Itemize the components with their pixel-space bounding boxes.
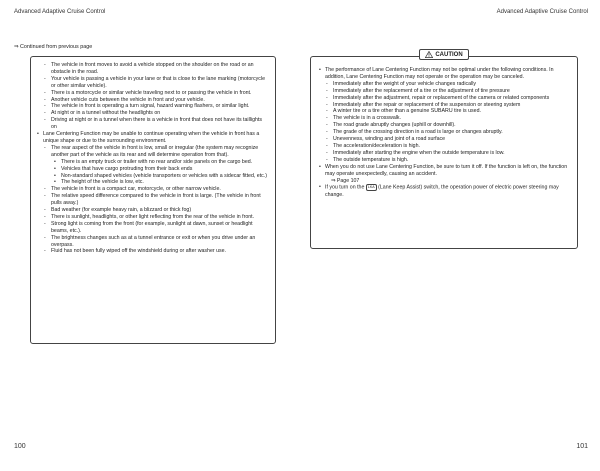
list-item: - The vehicle in front moves to avoid a vehicle stopped on the shoulder on the road or an obstacle in the road. — [43, 62, 268, 76]
conditions-list — [37, 62, 268, 255]
list-item: - The relative speed difference compared to the vehicle in front is large. (The vehicle in front pulls away.) — [43, 193, 268, 207]
caution-title: CAUTION — [435, 51, 463, 58]
sub-list-item: • Vehicles that have cargo protruding from their back ends — [53, 166, 268, 173]
list-item: - The rear aspect of the vehicle in front is low, small or irregular (the system may recognize another part of the vehicle as its rear and will determine operation from that). — [43, 145, 268, 159]
page-number-right: 101 — [576, 443, 588, 450]
running-header-left: Advanced Adaptive Cruise Control — [14, 9, 106, 15]
list-item: - Another vehicle cuts between the vehicle in front and your vehicle. — [43, 97, 268, 104]
continued-note: ⇒ Continued from previous page — [14, 44, 93, 50]
list-item: - There is sunlight, headlights, or other light reflecting from the rear of the vehicle in front. — [43, 214, 268, 221]
list-item: - The vehicle in front is operating a turn signal, hazard warning flashers, or similar light. — [43, 103, 268, 110]
sub-list-item: • There is an empty truck or trailer with no rear and/or side panels on the cargo bed. — [53, 159, 268, 166]
list-item: - Immediately after the weight of your vehicle changes radically — [325, 81, 570, 88]
list-item: - There is a motorcycle or similar vehicle traveling next to or passing the vehicle in front. — [43, 90, 268, 97]
list-item: • The performance of Lane Centering Function may not be optimal under the following conditions. In addition, Lane Centering Function may not operate or the operation may be canceled. — [319, 67, 570, 81]
list-item: - Immediately after starting the engine when the outside temperature is low. — [325, 150, 570, 157]
list-item: - Strong light is coming from the front (for example, sunlight at dawn, sunset or headlight beams, etc.). — [43, 221, 268, 235]
right-page — [300, 0, 600, 471]
list-item: - At night or in a tunnel without the headlights on — [43, 110, 268, 117]
list-item: - The road grade abruptly changes (uphill or downhill). — [325, 122, 570, 129]
caution-label — [419, 49, 469, 60]
warning-triangle-icon — [425, 51, 433, 58]
list-item: - Driving at night or in a tunnel when there is a vehicle in front that does not have its taillights on — [43, 117, 268, 131]
list-item: - Unevenness, winding and joint of a road surface — [325, 136, 570, 143]
list-item: - Fluid has not been fully wiped off the windshield during or after washer use. — [43, 248, 268, 255]
conditions-box — [30, 56, 276, 344]
lka-text-after: (Lane Keep Assist) switch, the operation power of electric power steering may change. — [325, 184, 559, 198]
lka-text-before: If you turn on the — [325, 184, 365, 191]
list-item — [319, 184, 570, 198]
running-header-right: Advanced Adaptive Cruise Control — [496, 9, 588, 15]
list-item: - The vehicle is in a crosswalk. — [325, 115, 570, 122]
page-number-left: 100 — [14, 443, 26, 450]
lane-keep-assist-icon: LKA — [367, 185, 375, 190]
list-item: - The acceleration/deceleration is high. — [325, 143, 570, 150]
list-item: - The grade of the crossing direction in a road is large or changes abruptly. — [325, 129, 570, 136]
list-item: - Immediately after the replacement of a tire or the adjustment of tire pressure — [325, 88, 570, 95]
list-item: • When you do not use Lane Centering Function, be sure to turn it off. If the function is left on, the function may operate unexpectedly, causing an accident. — [319, 164, 570, 178]
sub-list-item: • Non-standard shaped vehicles (vehicle transporters or vehicles with a sidecar fitted, etc.) — [53, 173, 268, 180]
list-item: - The brightness changes such as at a tunnel entrance or exit or when you drive under an overpass. — [43, 235, 268, 249]
caution-box — [310, 56, 578, 249]
list-item: - The outside temperature is high. — [325, 157, 570, 164]
list-item: - A winter tire or a tire other than a genuine SUBARU tire is used. — [325, 108, 570, 115]
list-item: - Immediately after the adjustment, repair or replacement of the camera or related components — [325, 95, 570, 102]
caution-list — [319, 67, 570, 199]
list-item: - The vehicle in front is a compact car, motorcycle, or other narrow vehicle. — [43, 186, 268, 193]
list-item: - Your vehicle is passing a vehicle in your lane or that is close to the lane marking (motorcycle or other similar vehicle). — [43, 76, 268, 90]
list-item: - Immediately after the repair or replacement of the suspension or steering system — [325, 102, 570, 109]
page-reference-link[interactable]: ⇒ Page 107 — [331, 177, 360, 184]
list-item: - Bad weather (for example heavy rain, a blizzard or thick fog) — [43, 207, 268, 214]
sub-list-item: • The height of the vehicle is low, etc. — [53, 179, 268, 186]
list-item: • Lane Centering Function may be unable to continue operating when the vehicle in front has a unique shape or due to the surrounding environment. — [37, 131, 268, 145]
